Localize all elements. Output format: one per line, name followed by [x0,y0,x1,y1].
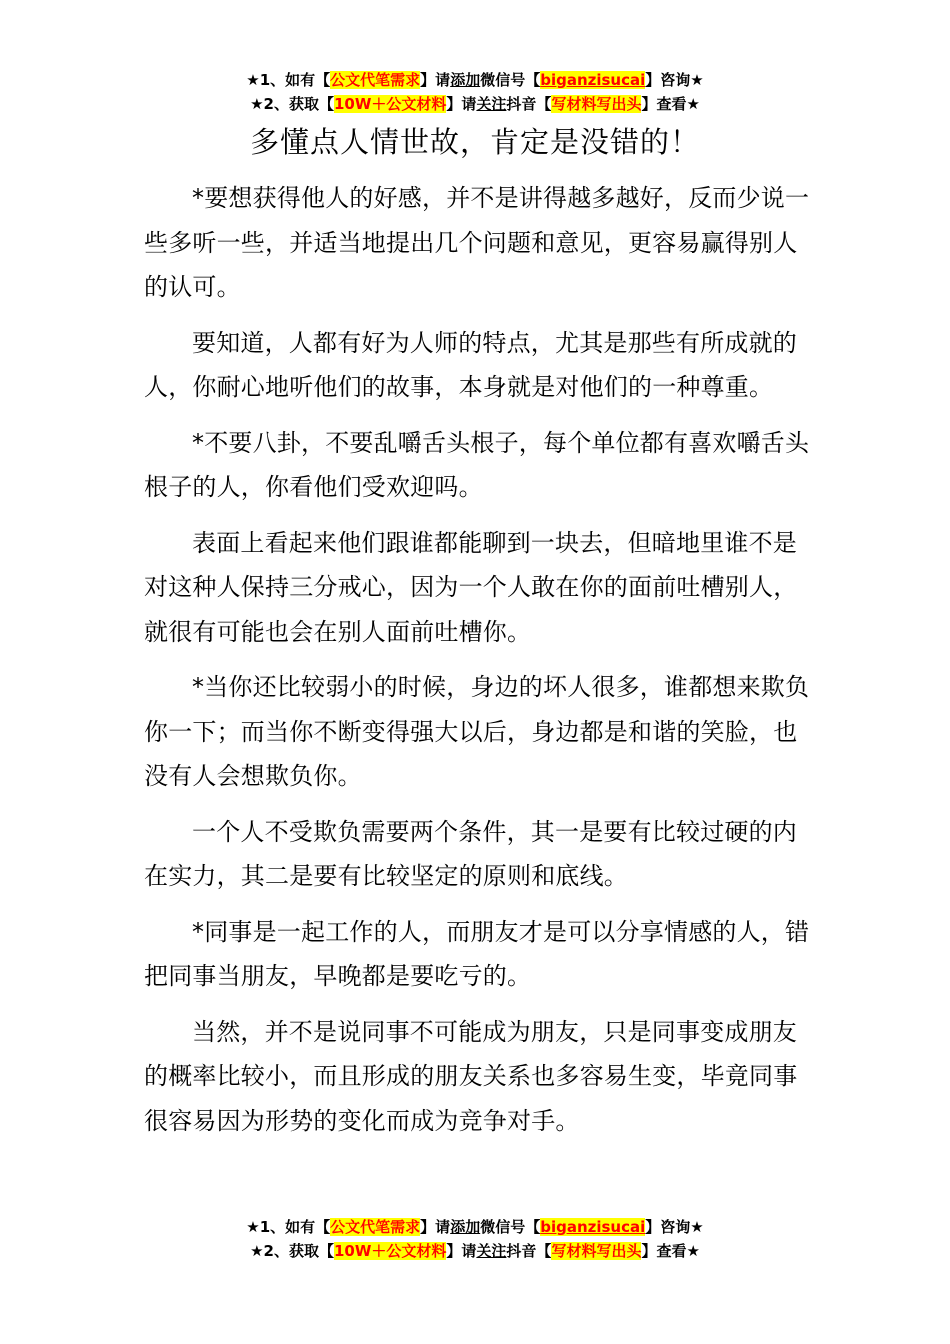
promo-line-2 [0,1239,950,1263]
highlight-douyin-account: 写材料写出头 [551,1242,642,1260]
highlight-materials: 10W＋公文材料 [333,1242,447,1260]
paragraph: *不要八卦，不要乱嚼舌头根子，每个单位都有喜欢嚼舌头根子的人，你看他们受欢迎吗。 [144,428,810,501]
paragraph: 表面上看起来他们跟谁都能聊到一块去，但暗地里谁不是对这种人保持三分戒心，因为一个人敢在你的面前吐槽别人，就很有可能也会在别人面前吐槽你。 [144,528,798,646]
promo-line-1 [0,1215,950,1239]
promo-line-2 [0,92,950,116]
promo-text: 】请 [420,71,451,89]
promo-text: ★2、获取【 [250,1242,334,1260]
underlined-verb: 添加 [450,1218,481,1236]
paragraph: 一个人不受欺负需要两个条件，其一是要有比较过硬的内在实力，其二是要有比较坚定的原则和底线。 [144,817,797,890]
promo-text: ★1、如有【 [246,71,331,89]
highlight-materials: 10W＋公文材料 [333,95,447,113]
underlined-verb: 关注 [476,1242,507,1260]
paragraph: *要想获得他人的好感，并不是讲得越多越好，反而少说一些多听一些，并适当地提出几个问题和意见，更容易赢得别人的认可。 [144,184,810,301]
underlined-verb: 关注 [476,95,507,113]
highlight-service: 公文代笔需求 [330,71,421,89]
promo-text: 】咨询★ [645,71,704,89]
promo-text: 】查看★ [641,1242,700,1260]
promo-text: ★1、如有【 [246,1218,331,1236]
promo-text: 】咨询★ [645,1218,704,1236]
highlight-douyin-account: 写材料写出头 [551,95,642,113]
page-title: 多懂点人情世故，肯定是没错的！ [249,125,700,159]
document-body [144,176,812,1154]
promo-text: 】请 [446,95,477,113]
promo-text: 微信号【 [480,1218,541,1236]
wechat-id-link[interactable]: biganzisucai [540,1218,646,1236]
paragraph: *同事是一起工作的人，而朋友才是可以分享情感的人，错把同事当朋友，早晚都是要吃亏的。 [144,917,810,990]
promo-text: 】请 [446,1242,477,1260]
wechat-id-link[interactable]: biganzisucai [540,71,646,89]
highlight-service: 公文代笔需求 [330,1218,421,1236]
promo-banner-top [0,68,950,116]
promo-text: 抖音【 [506,95,552,113]
promo-text: 】查看★ [641,95,700,113]
paragraph: 当然，并不是说同事不可能成为朋友，只是同事变成朋友的概率比较小，而且形成的朋友关系也多容易生变，毕竟同事很容易因为形势的变化而成为竞争对手。 [144,1017,798,1135]
promo-banner-bottom [0,1215,950,1263]
paragraph: 要知道，人都有好为人师的特点，尤其是那些有所成就的人，你耐心地听他们的故事，本身就是对他们的一种尊重。 [144,328,797,401]
underlined-verb: 添加 [450,71,481,89]
promo-text: 微信号【 [480,71,541,89]
promo-text: 抖音【 [506,1242,552,1260]
paragraph: *当你还比较弱小的时候，身边的坏人很多，谁都想来欺负你一下；而当你不断变得强大以后，身边都是和谐的笑脸，也没有人会想欺负你。 [144,673,810,790]
promo-line-1 [0,68,950,92]
promo-text: ★2、获取【 [250,95,334,113]
promo-text: 】请 [420,1218,451,1236]
